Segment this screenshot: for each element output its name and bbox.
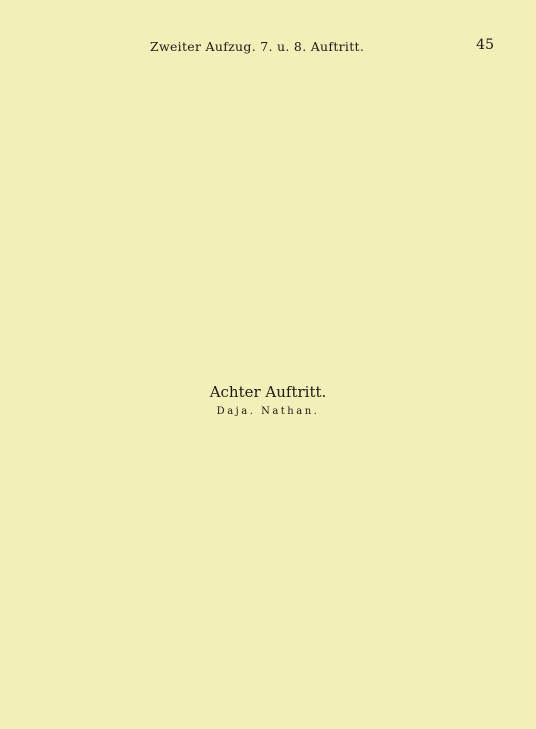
scene-title: Achter Auftritt. (209, 383, 327, 401)
running-header: Zweiter Aufzug. 7. u. 8. Auftritt. (150, 39, 365, 54)
scene-personae: Daja. Nathan. (216, 406, 320, 417)
page-number: 45 (476, 37, 494, 53)
